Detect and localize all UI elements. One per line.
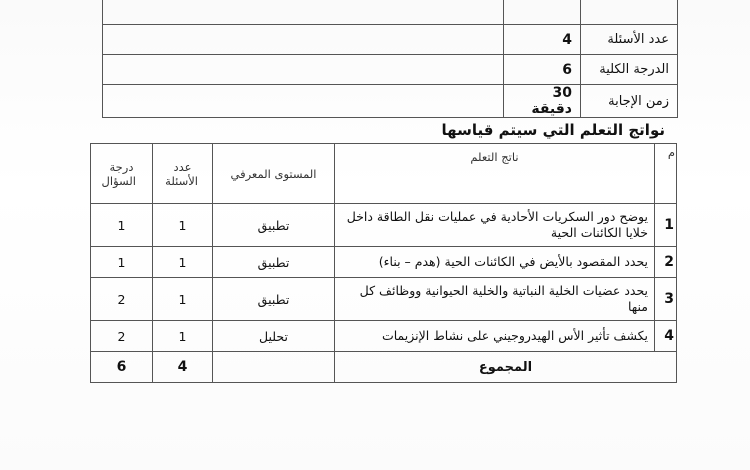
row-grade: 1 bbox=[91, 247, 153, 278]
table-row bbox=[91, 278, 677, 321]
row-level: تحليل bbox=[213, 321, 335, 352]
section-title: نواتج التعلم التي سيتم قياسها bbox=[441, 121, 665, 139]
row-questions: 1 bbox=[153, 247, 213, 278]
info-label bbox=[581, 0, 678, 25]
row-outcome: يوضح دور السكريات الأحادية في عمليات نقل الطاقة داخل خلايا الكائنات الحية bbox=[335, 204, 655, 247]
row-outcome: يحدد عضيات الخلية النباتية والخلية الحيوانية ووظائف كل منها bbox=[335, 278, 655, 321]
row-questions: 1 bbox=[153, 204, 213, 247]
info-value bbox=[504, 0, 581, 25]
info-row bbox=[103, 85, 678, 118]
row-level: تطبيق bbox=[213, 247, 335, 278]
row-level: تطبيق bbox=[213, 204, 335, 247]
total-level-blank bbox=[213, 352, 335, 383]
total-label: المجموع bbox=[335, 352, 677, 383]
header-grade: درجة السؤال bbox=[91, 144, 153, 204]
info-label: الدرجة الكلية bbox=[581, 55, 678, 85]
info-blank bbox=[103, 0, 504, 25]
info-blank bbox=[103, 85, 504, 118]
table-row bbox=[91, 321, 677, 352]
header-level: المستوى المعرفي bbox=[213, 144, 335, 204]
info-label: زمن الإجابة bbox=[581, 85, 678, 118]
row-index: 3 bbox=[655, 278, 677, 321]
info-blank bbox=[103, 55, 504, 85]
row-questions: 1 bbox=[153, 278, 213, 321]
info-label: عدد الأسئلة bbox=[581, 25, 678, 55]
info-row bbox=[103, 55, 678, 85]
total-grade: 6 bbox=[91, 352, 153, 383]
learning-outcomes-table bbox=[90, 143, 677, 383]
row-outcome: يحدد المقصود بالأيض في الكائنات الحية (هدم – بناء) bbox=[335, 247, 655, 278]
row-level: تطبيق bbox=[213, 278, 335, 321]
row-index: 2 bbox=[655, 247, 677, 278]
info-value: 6 bbox=[504, 55, 581, 85]
table-header-row bbox=[91, 144, 677, 204]
header-questions: عدد الأسئلة bbox=[153, 144, 213, 204]
row-outcome: يكشف تأثير الأس الهيدروجيني على نشاط الإنزيمات bbox=[335, 321, 655, 352]
table-row bbox=[91, 247, 677, 278]
info-row bbox=[103, 25, 678, 55]
row-questions: 1 bbox=[153, 321, 213, 352]
table-row bbox=[91, 204, 677, 247]
info-value: 30 دقيقة bbox=[504, 85, 581, 118]
row-index: 4 bbox=[655, 321, 677, 352]
header-outcome: ناتج التعلم bbox=[335, 144, 655, 204]
row-grade: 2 bbox=[91, 321, 153, 352]
row-grade: 1 bbox=[91, 204, 153, 247]
total-questions: 4 bbox=[153, 352, 213, 383]
info-blank bbox=[103, 25, 504, 55]
info-row bbox=[103, 0, 678, 25]
header-index: م bbox=[655, 144, 677, 204]
row-index: 1 bbox=[655, 204, 677, 247]
exam-info-table bbox=[102, 0, 678, 118]
row-grade: 2 bbox=[91, 278, 153, 321]
total-row bbox=[91, 352, 677, 383]
info-value: 4 bbox=[504, 25, 581, 55]
